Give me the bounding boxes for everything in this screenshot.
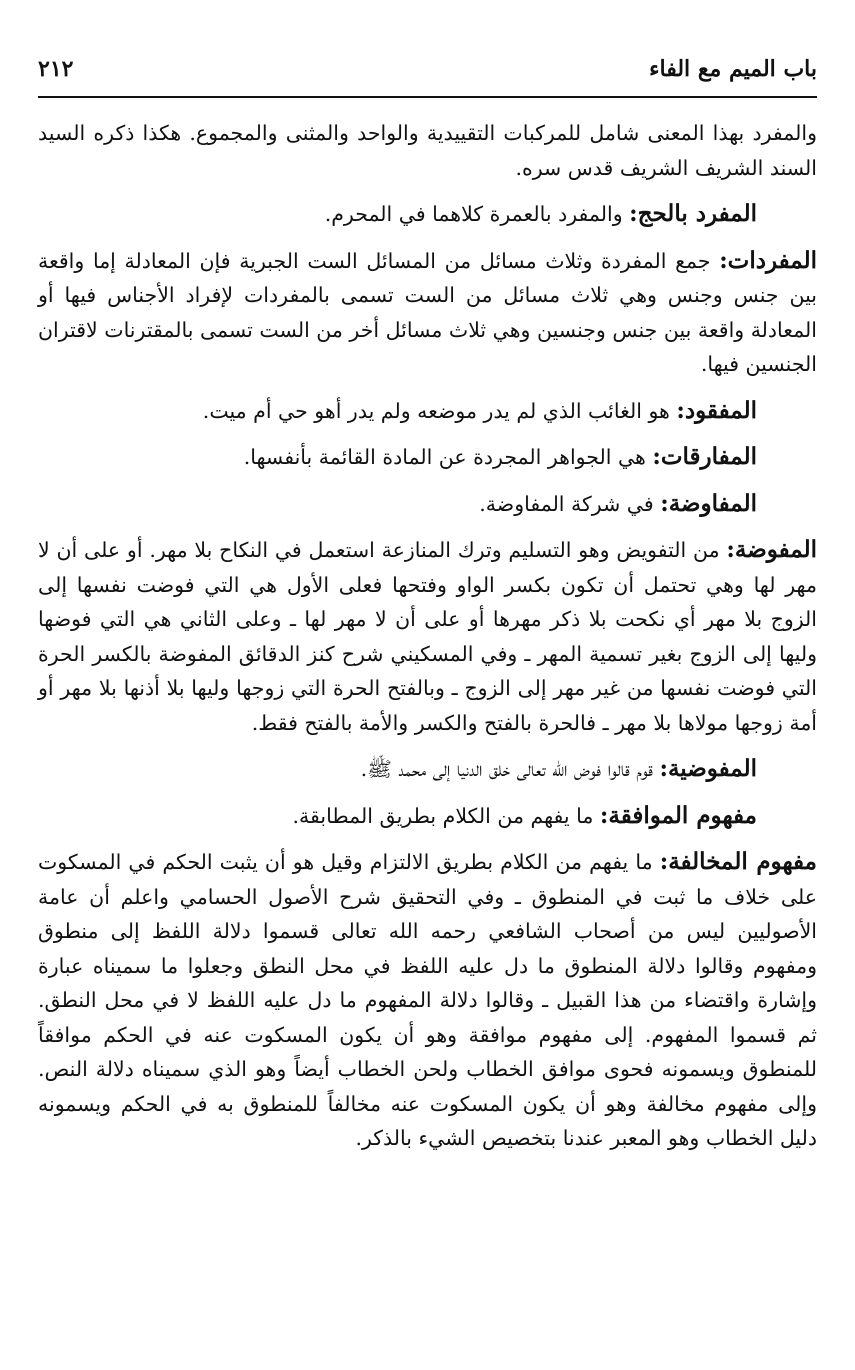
entry-text: والمفرد بهذا المعنى شامل للمركبات التقييدية والواحد والمثنى والمجموع. هكذا ذكره السيد السند الشريف الشريف قدس سره. bbox=[38, 121, 817, 180]
entry-text: هو الغائب الذي لم يدر موضعه ولم يدر أهو حي أم ميت. bbox=[202, 398, 670, 423]
entry-term: المفاوضة: bbox=[660, 489, 757, 517]
entry-term: مفهوم المخالفة: bbox=[659, 848, 818, 875]
entry-term: المفوضية: bbox=[659, 755, 757, 782]
page-header bbox=[38, 56, 817, 94]
page-number: ٢١٢ bbox=[38, 56, 74, 82]
entry-term: المفردات: bbox=[719, 246, 817, 274]
entry-text: ما يفهم من الكلام بطريق الالتزام وقيل هو أن يثبت الحكم في المسكوت على خلاف ما ثبت في المنطوق ـ وفي التحقيق شرح الأصول الحسامي واعلم أن عامة الأصوليين ليس من أصحاب الشافعي رحمه الله تعالى قسموا دلالة اللفظ إلى منطوق ومفهوم وقالوا دلالة المنطوق ما دل عليه اللفظ في محل النطق وجعلوا ما سميناه عبارة وإشارة واقتضاء من هذا القبيل ـ وقالوا دلالة المفهوم ما دل عليه اللفظ لا في محل النطق. ثم قسموا المفهوم. إلى مفهوم موافقة وهو أن يكون المسكوت عنه في الحكم موافقاً للمنطوق ويسمونه فحوى موافق الخطاب ولحن الخطاب أيضاً وهو الذي سميناه دلالة النص. وإلى مفهوم مخالفة وهو أن يكون المسكوت عنه مخالفاً للمنطوق به في الحكم ويسمونه دليل الخطاب وهو المعبر عندنا بتخصيص الشيء بالذكر. bbox=[38, 850, 817, 1150]
entry-almufaraqat bbox=[38, 440, 817, 475]
entry-term: المفقود: bbox=[676, 396, 757, 424]
entry-mafhum-almuwafaqa bbox=[38, 799, 817, 834]
entry-mafhum-almukhalafa bbox=[38, 845, 817, 1156]
entry-term: المفرد بالحج: bbox=[629, 200, 757, 227]
entry-text: جمع المفردة وثلاث مسائل من المسائل الست الجبرية فإن المعادلة إما واقعة بين جنس وجنس وهي ثلاث مسائل من الست تسمى بالمفردات لإفراد الأجناس فيها أو المعادلة واقعة بين جنس وجنسين وهي ثلاث مسائل أخر من الست تسمى بالمقترنات لاقتران الجنسين فيها. bbox=[38, 248, 817, 376]
entry-term: المفوضة: bbox=[726, 536, 817, 563]
entry-text: في شركة المفاوضة. bbox=[479, 491, 654, 516]
entry-almufawwida bbox=[38, 533, 817, 740]
entry-almufawwidiyya bbox=[38, 752, 817, 787]
entry-almafqud bbox=[38, 394, 817, 429]
entry-text: والمفرد بالعمرة كلاهما في المحرم. bbox=[324, 202, 623, 226]
entry-almufawada bbox=[38, 487, 817, 522]
entry-continuation bbox=[38, 116, 817, 185]
page-body bbox=[38, 116, 817, 1168]
entry-almufrad-bilhajj bbox=[38, 197, 817, 232]
entry-text: ما يفهم من الكلام بطريق المطابقة. bbox=[292, 803, 594, 828]
entry-term: المفارقات: bbox=[652, 443, 757, 470]
entry-text: هي الجواهر المجردة عن المادة القائمة بأنفسها. bbox=[243, 445, 646, 469]
entry-text: من التفويض وهو التسليم وترك المنازعة استعمل في النكاح بلا مهر. أو على أن لا مهر لها وهي تحتمل أن تكون بكسر الواو وفتحها فعلى الأول هي التي فوضت نفسها إلى الزوج بلا مهر أي نكحت بلا ذكر مهرها أو على أن لا مهر لها ـ وعلى الثاني هي التي فوضها وليها إلى الزوج بغير تسمية المهر ـ وفي المسكيني شرح كنز الدقائق المفوضة بالكسر الحرة التي فوضت نفسها من غير مهر إلى الزوج ـ وبالفتح الحرة التي زوجها وليها بلا أذنها بلا مهر أو أمة زوجها مولاها بلا مهر ـ فالحرة بالفتح والكسر والأمة بالفتح فقط. bbox=[38, 538, 817, 735]
header-divider bbox=[38, 96, 817, 98]
entry-almufradat bbox=[38, 244, 817, 382]
entry-term: مفهوم الموافقة: bbox=[599, 801, 757, 829]
chapter-title: باب الميم مع الفاء bbox=[649, 56, 817, 82]
entry-text: قوم قالوا فوض الله تعالى خلق الدنيا إلى محمد ﷺ. bbox=[360, 757, 653, 781]
